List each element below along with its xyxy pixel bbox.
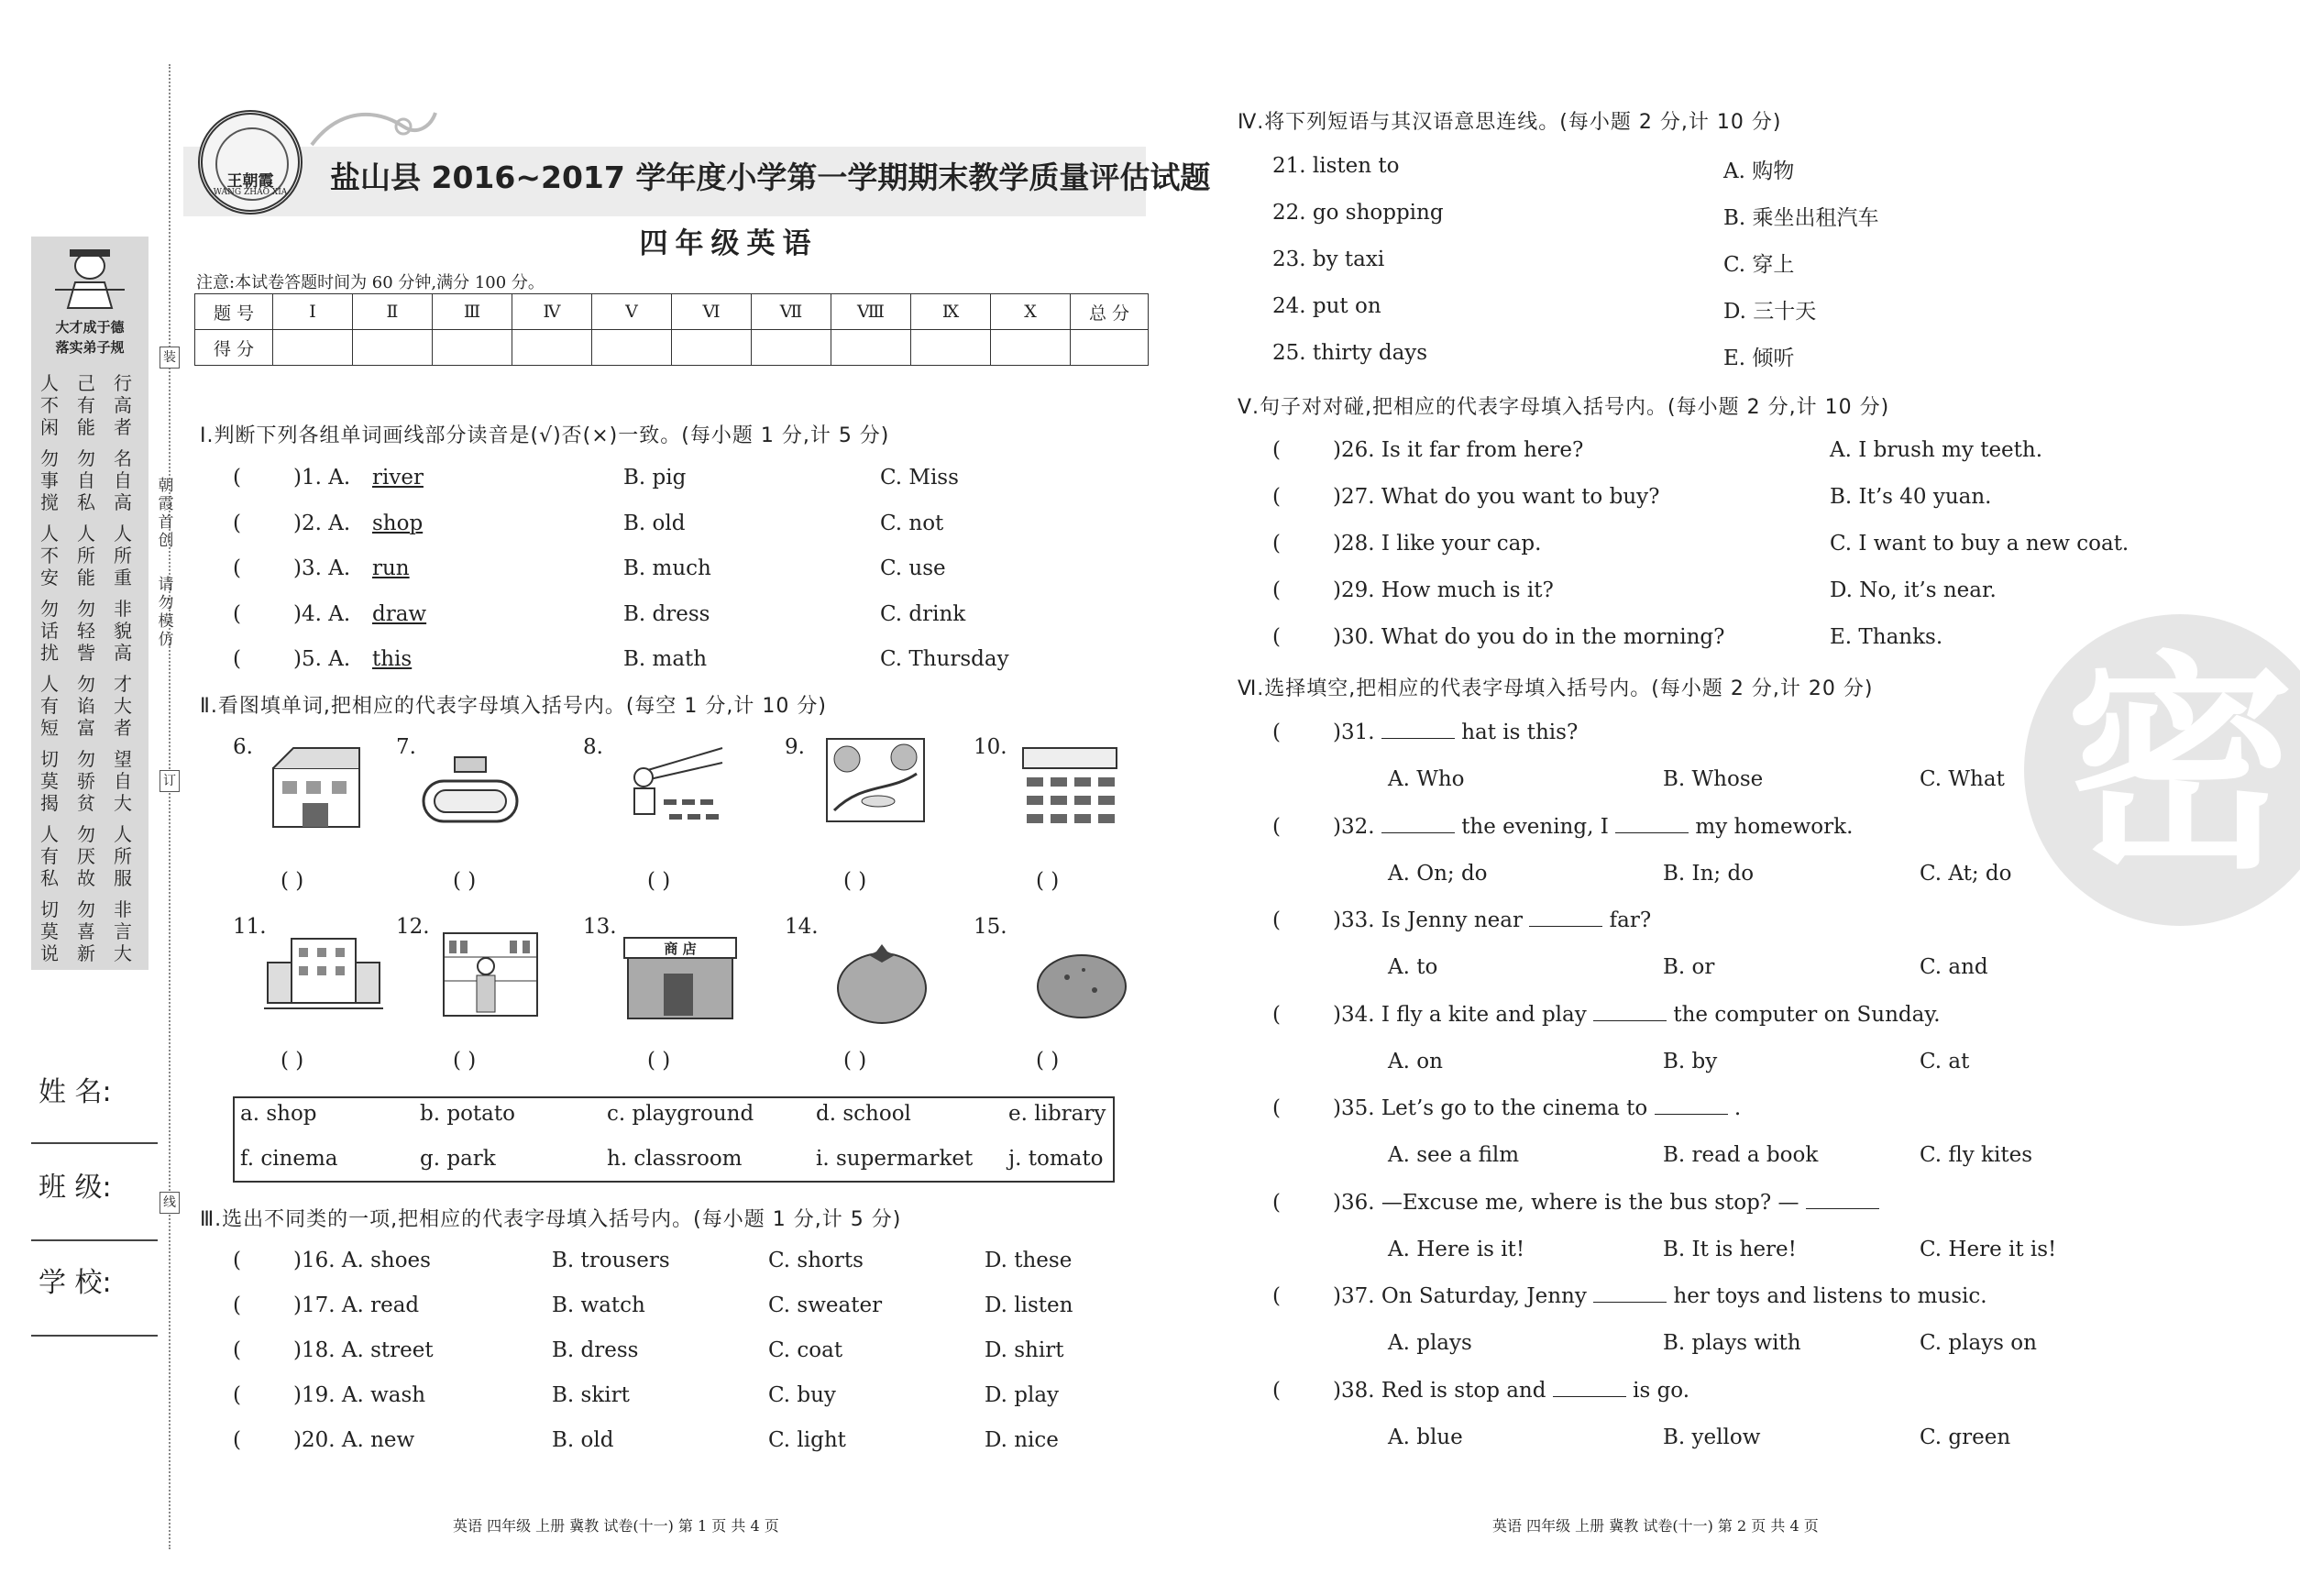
option-b: B. old [552,1428,614,1452]
question-text: )29. How much is it? [1333,578,1554,602]
score-header-cell: Ⅷ [831,294,911,330]
option-c: C. drink [880,601,966,626]
answer-blank[interactable] [1615,816,1689,833]
phrase-item[interactable]: 25. thirty days [1272,341,1428,365]
answer-paren-open[interactable]: ( [1272,814,1281,839]
school-field[interactable] [31,1335,158,1337]
answer-paren-open[interactable]: ( [233,1428,241,1452]
question-stem: )37. On Saturday, Jenny [1333,1284,1587,1308]
exam-subtitle: 四年级英语 [639,227,819,260]
score-table-header-row [195,294,1149,330]
word-bank-item: b. potato [420,1102,515,1126]
answer-paren-open[interactable]: ( [233,466,241,490]
question-text [1333,1003,1941,1027]
answer-paren-open[interactable]: ( [1272,532,1281,556]
option-a: A. On; do [1388,861,1488,886]
question-text [1333,1096,1741,1120]
option-c: C. sweater [768,1293,883,1317]
answer-paren[interactable]: ( ) [281,1049,304,1073]
meaning-item[interactable]: E. 倾听 [1723,347,1795,370]
motto-column: 非言大 [114,898,132,964]
option-a: A. Here is it! [1388,1237,1525,1261]
motto-column: 人有私 [40,823,59,889]
response-option: D. No, it’s near. [1830,578,1997,602]
option-c: C. coat [768,1338,843,1362]
question-stem: )33. Is Jenny near [1333,908,1523,932]
section-6-title: Ⅵ.选择填空,把相应的代表字母填入括号内。(每小题 2 分,计 20 分) [1238,677,1874,700]
question-stem: )32. [1333,814,1375,839]
motto-column: 行高者 [114,372,132,438]
seal-character: 密 [2065,633,2294,899]
score-row-label: 得 分 [195,330,273,366]
answer-paren[interactable]: ( ) [1036,1049,1060,1073]
answer-blank[interactable] [1655,1097,1728,1115]
option-b: B. math [623,647,708,671]
answer-paren-open[interactable]: ( [1272,578,1281,602]
picture-number: 14. [785,915,819,939]
question-stem-continued: is go. [1633,1378,1690,1403]
word-bank-item: d. school [816,1102,911,1126]
score-header-cell: Ⅰ [273,294,353,330]
answer-paren-open[interactable]: ( [233,1338,241,1362]
question-text: )28. I like your cap. [1333,532,1542,556]
option-b: B. Whose [1663,767,1764,791]
answer-paren[interactable]: ( ) [453,1049,477,1073]
picture-number: 15. [974,915,1007,939]
seal-char-3: 线 [160,1192,180,1214]
motto-column: 勿厌故 [77,823,95,889]
option-c: C. use [880,556,946,580]
option-a: A. Who [1388,767,1465,791]
option-c: C. buy [768,1383,836,1407]
meaning-item[interactable]: A. 购物 [1723,160,1795,183]
motto-column: 望自大 [114,748,132,814]
answer-paren[interactable]: ( ) [843,869,867,893]
answer-paren-open[interactable]: ( [1272,1190,1281,1215]
question-number: )5. A. [293,647,351,671]
ribbon-decoration-icon [303,99,440,154]
question-text [1333,721,1578,744]
answer-paren-open[interactable]: ( [1272,625,1281,649]
motto-column: 勿轻訾 [77,598,95,664]
question-stem: )38. Red is stop and [1333,1378,1546,1403]
option-b: B. read a book [1663,1143,1819,1167]
motto-column: 勿谄富 [77,673,95,739]
playground-track-icon [420,744,521,836]
question-text [1333,908,1651,932]
motto-header: 大才成于德 [55,319,125,336]
option-c: C. Miss [880,466,959,490]
option-b: B. skirt [552,1383,630,1407]
answer-paren[interactable]: ( ) [453,869,477,893]
question-text [1333,1284,1987,1308]
score-header-cell: Ⅶ [752,294,831,330]
option-c: C. shorts [768,1249,864,1272]
answer-paren-open[interactable]: ( [233,601,241,626]
answer-blank[interactable] [1593,1004,1667,1021]
option-b: B. It is here! [1663,1237,1797,1261]
question-stem: )31. [1333,721,1375,744]
footer-page-2: 英语 四年级 上册 冀教 试卷(十一) 第 2 页 共 4 页 [1492,1517,1819,1535]
answer-paren-open[interactable]: ( [233,1293,241,1317]
motto-column: 才大者 [114,673,132,739]
answer-blank[interactable] [1529,909,1602,927]
option-a: run [372,556,410,580]
name-field[interactable] [31,1142,158,1144]
answer-paren-open[interactable]: ( [233,1249,241,1272]
exam-note: 注意:本试卷答题时间为 60 分钟,满分 100 分。 [196,273,545,292]
phrase-item[interactable]: 24. put on [1272,294,1381,318]
question-stem-continued: the computer on Sunday. [1673,1002,1941,1027]
answer-blank[interactable] [1381,721,1455,739]
score-header-cell: Ⅲ [433,294,512,330]
picture-number: 7. [396,735,416,759]
option-b: B. by [1663,1049,1718,1073]
score-cell[interactable] [672,330,752,366]
motto-column: 勿骄贫 [77,748,95,814]
question-stem-continued: hat is this? [1461,721,1579,744]
confidential-seal [2024,614,2300,926]
question-number: )17. A. read [293,1293,420,1317]
tomato-icon [832,935,933,1027]
question-stem-continued: her toys and listens to music. [1673,1284,1987,1308]
class-label: 班 级: [39,1172,112,1204]
motto-column: 切莫揭 [40,748,59,814]
score-header-cell: Ⅳ [512,294,592,330]
motto-column: 己有能 [77,372,95,438]
score-cell[interactable] [991,330,1071,366]
word-bank-item: i. supermarket [816,1147,974,1171]
park-scene-icon [825,737,926,829]
library-building-icon [264,926,383,1018]
option-b: B. pig [623,466,687,490]
score-header-cell: Ⅹ [991,294,1071,330]
answer-paren-open[interactable]: ( [1272,1378,1281,1403]
motto-column: 勿喜新 [77,898,95,964]
answer-paren-open[interactable]: ( [1272,1284,1281,1308]
score-table [194,293,1149,366]
motto-column: 勿话扰 [40,598,59,664]
class-field[interactable] [31,1239,158,1241]
motto-column: 人所能 [77,523,95,589]
question-number: )3. A. [293,556,351,580]
picture-number: 9. [785,735,805,759]
school-desks-icon [1019,744,1120,836]
score-cell[interactable] [911,330,991,366]
score-table-score-row [195,330,1149,366]
motto-column: 人有短 [40,673,59,739]
answer-paren-open[interactable]: ( [1272,438,1281,462]
phrase-item[interactable]: 21. listen to [1272,154,1400,178]
motto-column: 人所重 [114,523,132,589]
option-a: A. on [1388,1049,1443,1073]
question-text: )26. Is it far from here? [1333,438,1584,462]
response-option: C. I want to buy a new coat. [1830,532,2129,556]
question-stem-continued: the evening, I [1461,814,1609,839]
score-cell[interactable] [512,330,592,366]
vertical-note-2: 请勿模仿 [158,576,174,649]
score-cell[interactable] [353,330,433,366]
option-b: B. much [623,556,711,580]
answer-paren-open[interactable]: ( [1272,721,1281,744]
binding-dotted-line [169,64,171,1549]
option-c: C. at [1920,1049,1970,1073]
picture-number: 6. [233,735,253,759]
option-d: D. play [985,1383,1060,1407]
option-c: C. Thursday [880,647,1009,671]
word-bank-item: c. playground [607,1102,754,1126]
answer-paren-open[interactable]: ( [1272,908,1281,932]
answer-paren[interactable]: ( ) [843,1049,867,1073]
answer-paren[interactable]: ( ) [647,869,671,893]
score-header-label: 题 号 [195,294,273,330]
question-number: )20. A. new [293,1428,415,1452]
option-b: B. old [623,511,686,535]
option-c: C. What [1920,767,2005,791]
score-cell[interactable] [592,330,672,366]
seal-char-2: 订 [160,770,180,792]
motto-column: 名自高 [114,447,132,513]
seal-char-1: 装 [160,347,180,369]
score-header-cell: Ⅴ [592,294,672,330]
option-b: B. plays with [1663,1331,1801,1355]
section-5-title: Ⅴ.句子对对碰,把相应的代表字母填入括号内。(每小题 2 分,计 10 分) [1238,396,1890,419]
option-a: A. plays [1388,1331,1472,1355]
response-option: A. I brush my teeth. [1830,438,2043,462]
option-a: shop [372,511,424,535]
option-b: B. dress [552,1338,639,1362]
supermarket-shelves-icon [440,930,541,1021]
score-header-cell: Ⅵ [672,294,752,330]
score-header-cell: Ⅱ [353,294,433,330]
motto-column: 切莫说 [40,898,59,964]
score-cell[interactable] [752,330,831,366]
phrase-item[interactable]: 23. by taxi [1272,248,1385,271]
picture-number: 11. [233,915,267,939]
option-a: draw [372,601,427,626]
score-header-cell: Ⅸ [911,294,991,330]
answer-paren-open[interactable]: ( [233,511,241,535]
potato-icon [1030,942,1131,1034]
question-number: )2. A. [293,511,351,535]
footer-page-1: 英语 四年级 上册 冀教 试卷(十一) 第 1 页 共 4 页 [453,1517,779,1535]
word-bank-item: e. library [1008,1102,1106,1126]
answer-blank[interactable] [1381,816,1455,833]
motto-column: 人所服 [114,823,132,889]
option-d: D. these [985,1249,1073,1272]
logo-text: 王朝霞 [226,172,274,191]
answer-paren-open[interactable]: ( [233,556,241,580]
exam-title: 盐山县 2016~2017 学年度小学第一学期期末教学质量评估试题 [330,160,1211,195]
picture-number: 8. [583,735,603,759]
question-stem-continued: far? [1609,908,1652,932]
shop-sign: 商 店 [623,937,737,959]
question-text [1333,815,1853,839]
word-bank-item: h. classroom [607,1147,743,1171]
response-option: E. Thanks. [1830,625,1943,649]
picture-number: 10. [974,735,1007,759]
option-c: C. plays on [1920,1331,2037,1355]
option-a: A. blue [1388,1425,1463,1449]
option-a: A. see a film [1388,1143,1520,1167]
word-bank-item: a. shop [240,1102,317,1126]
section-2-title: Ⅱ.看图填单词,把相应的代表字母填入括号内。(每空 1 分,计 10 分) [200,695,827,718]
motto-column: 人不安 [40,523,59,589]
score-cell[interactable] [433,330,512,366]
option-b: B. trousers [552,1249,670,1272]
question-number: )4. A. [293,601,351,626]
question-stem: )35. Let’s go to the cinema to [1333,1096,1648,1120]
cinema-building-icon [266,741,367,832]
option-b: B. dress [623,601,710,626]
option-b: B. watch [552,1293,645,1317]
word-bank-item: g. park [420,1147,496,1171]
response-option: B. It’s 40 yuan. [1830,485,1992,509]
answer-paren-open[interactable]: ( [1272,1002,1281,1027]
option-d: D. shirt [985,1338,1064,1362]
question-number: )19. A. wash [293,1383,426,1407]
answer-paren[interactable]: ( ) [281,869,304,893]
option-c: C. not [880,511,944,535]
motto-column: 勿自私 [77,447,95,513]
question-stem: )34. I fly a kite and play [1333,1002,1587,1027]
option-a: river [372,466,424,490]
option-d: D. listen [985,1293,1073,1317]
motto-column: 勿事搅 [40,447,59,513]
option-b: B. yellow [1663,1425,1761,1449]
school-label: 学 校: [39,1267,112,1299]
section-3-title: Ⅲ.选出不同类的一项,把相应的代表字母填入括号内。(每小题 1 分,计 5 分) [200,1208,902,1231]
answer-paren-open[interactable]: ( [233,647,241,671]
option-c: C. and [1920,955,1988,979]
logo-subtext: WANG ZHAO XIA [213,188,288,197]
question-number: )16. A. shoes [293,1249,431,1272]
section-4-title: Ⅳ.将下列短语与其汉语意思连线。(每小题 2 分,计 10 分) [1238,111,1782,134]
meaning-item[interactable]: B. 乘坐出租汽车 [1723,206,1879,230]
name-label: 姓 名: [39,1076,112,1108]
question-stem-continued: . [1733,1096,1742,1120]
answer-paren[interactable]: ( ) [647,1049,671,1073]
question-number: )18. A. street [293,1338,434,1362]
option-c: C. fly kites [1920,1143,2032,1167]
answer-paren-open[interactable]: ( [233,1383,241,1407]
answer-blank[interactable] [1593,1285,1667,1303]
motto-column: 人不闲 [40,372,59,438]
vertical-note-1: 朝霞首创 [158,477,174,550]
answer-paren-open[interactable]: ( [1272,485,1281,509]
question-text: )30. What do you do in the morning? [1333,625,1725,649]
score-header-cell: 总 分 [1071,294,1149,330]
phrase-item[interactable]: 22. go shopping [1272,201,1444,225]
picture-number: 12. [396,915,430,939]
section-1-title: Ⅰ.判断下列各组单词画线部分读音是(√)否(×)一致。(每小题 1 分,计 5 分) [200,424,890,447]
option-c: C. light [768,1428,846,1452]
publisher-logo [198,110,303,215]
score-cell[interactable] [273,330,353,366]
option-a: A. to [1388,955,1438,979]
question-stem-end: my homework. [1695,814,1854,839]
option-c: C. green [1920,1425,2011,1449]
word-bank-item: f. cinema [240,1147,338,1171]
answer-paren[interactable]: ( ) [1036,869,1060,893]
question-text [1333,1379,1689,1403]
answer-blank[interactable] [1553,1380,1626,1397]
option-b: B. In; do [1663,861,1755,886]
question-text: )27. What do you want to buy? [1333,485,1660,509]
option-c: C. Here it is! [1920,1237,2057,1261]
meaning-item[interactable]: D. 三十天 [1723,300,1817,324]
option-c: C. At; do [1920,861,2012,886]
score-cell[interactable] [1071,330,1149,366]
motto-header-2: 落实弟子规 [55,339,125,356]
option-b: B. or [1663,955,1715,979]
shop-front-picture [623,937,737,1019]
question-stem: )36. —Excuse me, where is the bus stop? — [1333,1190,1799,1215]
word-bank-item: j. tomato [1008,1147,1104,1171]
option-a: this [372,647,413,671]
question-text [1333,1191,1879,1215]
motto-column: 非貌高 [114,598,132,664]
classroom-teacher-icon [623,744,724,836]
answer-paren-open[interactable]: ( [1272,1096,1281,1120]
picture-number: 13. [583,915,617,939]
meaning-item[interactable]: C. 穿上 [1723,253,1795,277]
option-d: D. nice [985,1428,1059,1452]
answer-blank[interactable] [1806,1192,1879,1209]
score-cell[interactable] [831,330,911,366]
motto-panel [31,237,149,970]
question-number: )1. A. [293,466,351,490]
